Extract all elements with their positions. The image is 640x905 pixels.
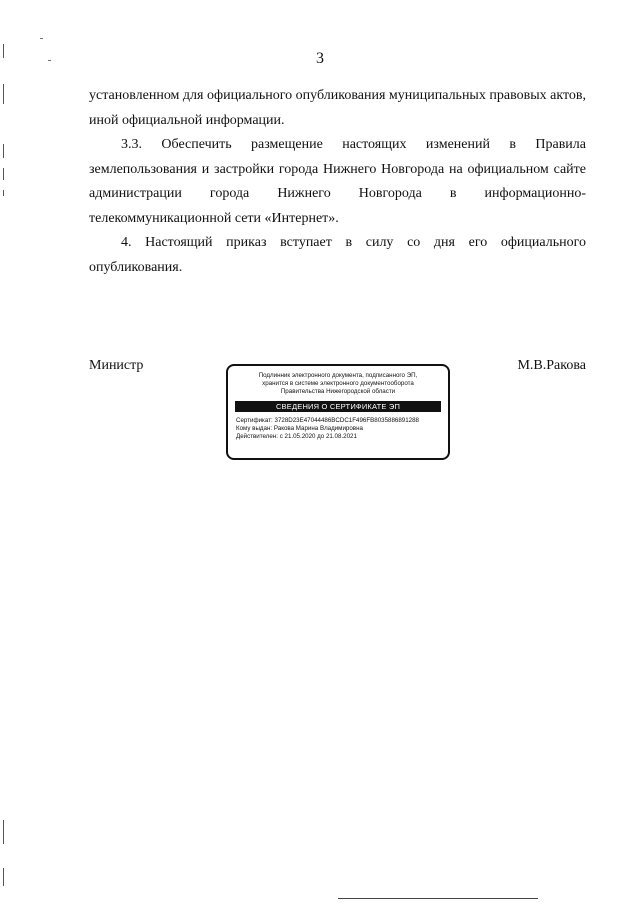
stamp-header [228, 372, 448, 396]
stamp-details [236, 417, 448, 441]
stamp-header-line-1: Подлинник электронного документа, подписанного ЭП, [258, 372, 418, 379]
paragraph-1: установленном для официального опубликования муниципальных правовых актов, иной официальной информации. [89, 88, 586, 128]
stamp-certificate-row [236, 417, 448, 425]
scan-margin-mark [3, 190, 4, 196]
scan-margin-mark [3, 820, 4, 844]
scan-margin-mark [3, 168, 4, 180]
stamp-header-line-2: хранится в системе электронного документооборота [262, 380, 414, 387]
paragraph-2: 3.3. Обеспечить размещение настоящих изменений в Правила землепользования и застройки города Нижнего Новгорода на официальном сайте администрации города Нижнего Новгорода в информационно-телекоммуникационной сети «Интернет». [89, 137, 586, 226]
stamp-banner: СВЕДЕНИЯ О СЕРТИФИКАТЕ ЭП [235, 401, 441, 412]
scan-dot [40, 38, 43, 39]
signatory-name: М.В.Ракова [517, 358, 586, 373]
scan-margin-mark [3, 44, 4, 58]
scan-margin-mark [3, 144, 4, 158]
paragraph-3: 4. Настоящий приказ вступает в силу со дня его официального опубликования. [89, 235, 586, 275]
stamp-issued-to-value: Ракова Марина Владимировна [273, 425, 363, 432]
stamp-issued-to-row [236, 425, 448, 433]
stamp-validity-label: Действителен: [236, 433, 278, 440]
stamp-certificate-label: Сертификат: [236, 417, 273, 424]
signatory-title: Министр [89, 358, 144, 373]
scan-margin-mark [3, 868, 4, 886]
stamp-issued-to-label: Кому выдан: [236, 425, 273, 432]
stamp-validity-row [236, 433, 448, 441]
stamp-header-line-3: Правительства Нижегородской области [280, 388, 396, 395]
scan-dot [48, 60, 51, 61]
document-body [89, 84, 586, 280]
scan-bottom-line [338, 898, 538, 899]
scan-margin-mark [3, 84, 4, 104]
stamp-validity-value: с 21.05.2020 до 21.08.2021 [279, 433, 357, 440]
stamp-certificate-value: 3728D23E47044486BCDC1F496FB8035886891288 [274, 417, 419, 424]
electronic-signature-stamp [226, 364, 450, 460]
page-number: 3 [316, 50, 324, 67]
